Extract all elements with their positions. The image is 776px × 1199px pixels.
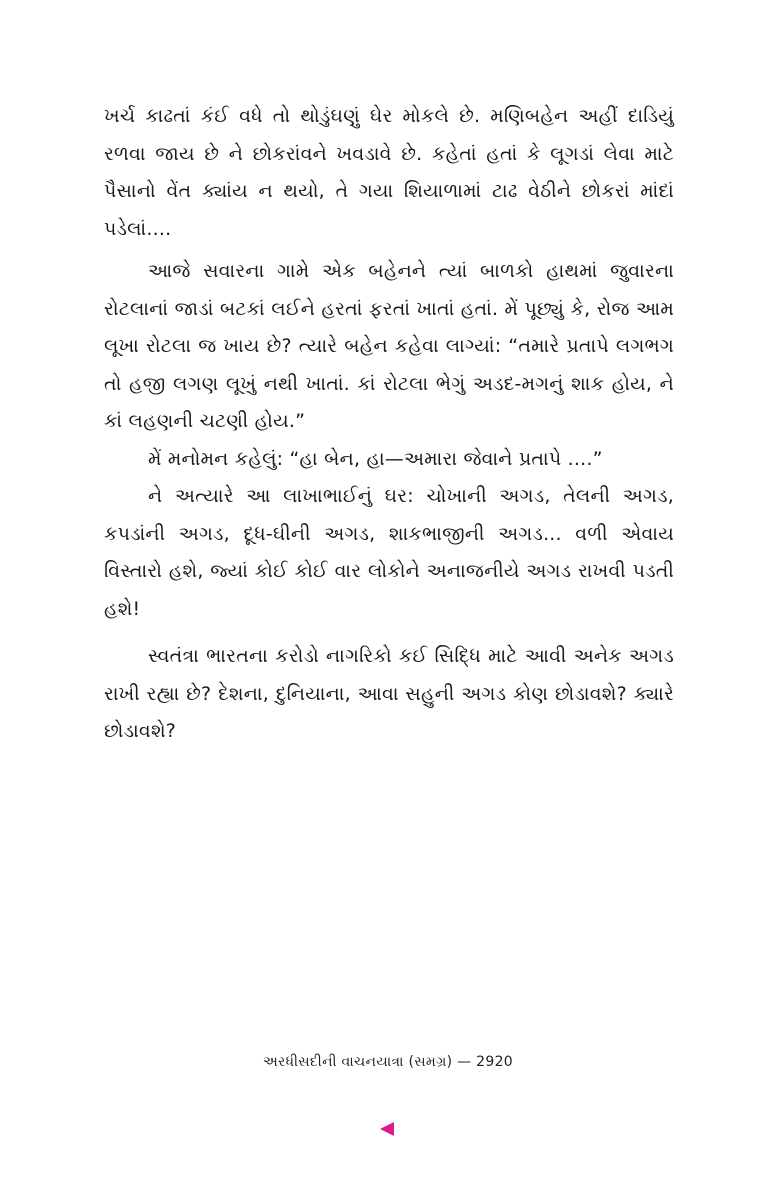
paragraph-3: મેં મનોમન કહેલું: “હા બેન, હા—અમારા જેવાને પ્રતાપે ....” — [148, 447, 603, 470]
page-footer-title: અરધીસદીની વાચનયાત્રા (સમગ્ર) — 2920 — [262, 1054, 514, 1070]
paragraph-1: ખર્ચ કાઢતાં કંઈ વધે તો થોડુંઘણું ઘેર મોકલે છે. મણિબહેન અહીં દાડિયું રળવા જાય છે ને છોકરાંવને ખવડાવે છે. કહેતાં હતાં કે લૂગડાં લેવા માટે પૈસાનો વેંત ક્યાંય ન થયો, તે ગયા શિયાળામાં ટાઢ વેઠીને છોકરાં માંદાં પડેલાં.... — [104, 105, 674, 240]
paragraph-2: આજે સવારના ગામે એક બહેનને ત્યાં બાળકો હાથમાં જુવારના રોટલાનાં જાડાં બટકાં લઈને હરતાં ફરતાં ખાતાં હતાં. મેં પૂછ્યું કે, રોજ આમ લૂખા રોટલા જ ખાય છે? ત્યારે બહેન કહેવા લાગ્યાં: “તમારે પ્રતાપે લગભગ તો હજી લગણ લૂખું નથી ખાતાં. કાં રોટલા ભેગું અડદ-મગનું શાક હોય, ને કાં લહણની ચટણી હોય.” — [104, 260, 674, 432]
previous-page-arrow-icon[interactable] — [380, 1122, 394, 1136]
paragraph-4: ને અત્યારે આ લાખાભાઈનું ઘર: ચોખાની અગડ, તેલની અગડ, કપડાંની અગડ, દૂધ-ઘીની અગડ, શાકભાજીની અગડ... વળી એવાય વિસ્તારો હશે, જ્યાં કોઈ કોઈ વાર લોકોને અનાજનીયે અગડ રાખવી પડતી હશે! — [104, 485, 674, 620]
paragraph-5: સ્વતંત્રા ભારતના કરોડો નાગરિકો કઈ સિદ્ધિ માટે આવી અનેક અગડ રાખી રહ્યા છે? દેશના, દુનિયાના, આવા સહુની અગડ કોણ છોડાવશે? ક્યારે છોડાવશે? — [104, 645, 674, 742]
page-body — [104, 98, 674, 751]
